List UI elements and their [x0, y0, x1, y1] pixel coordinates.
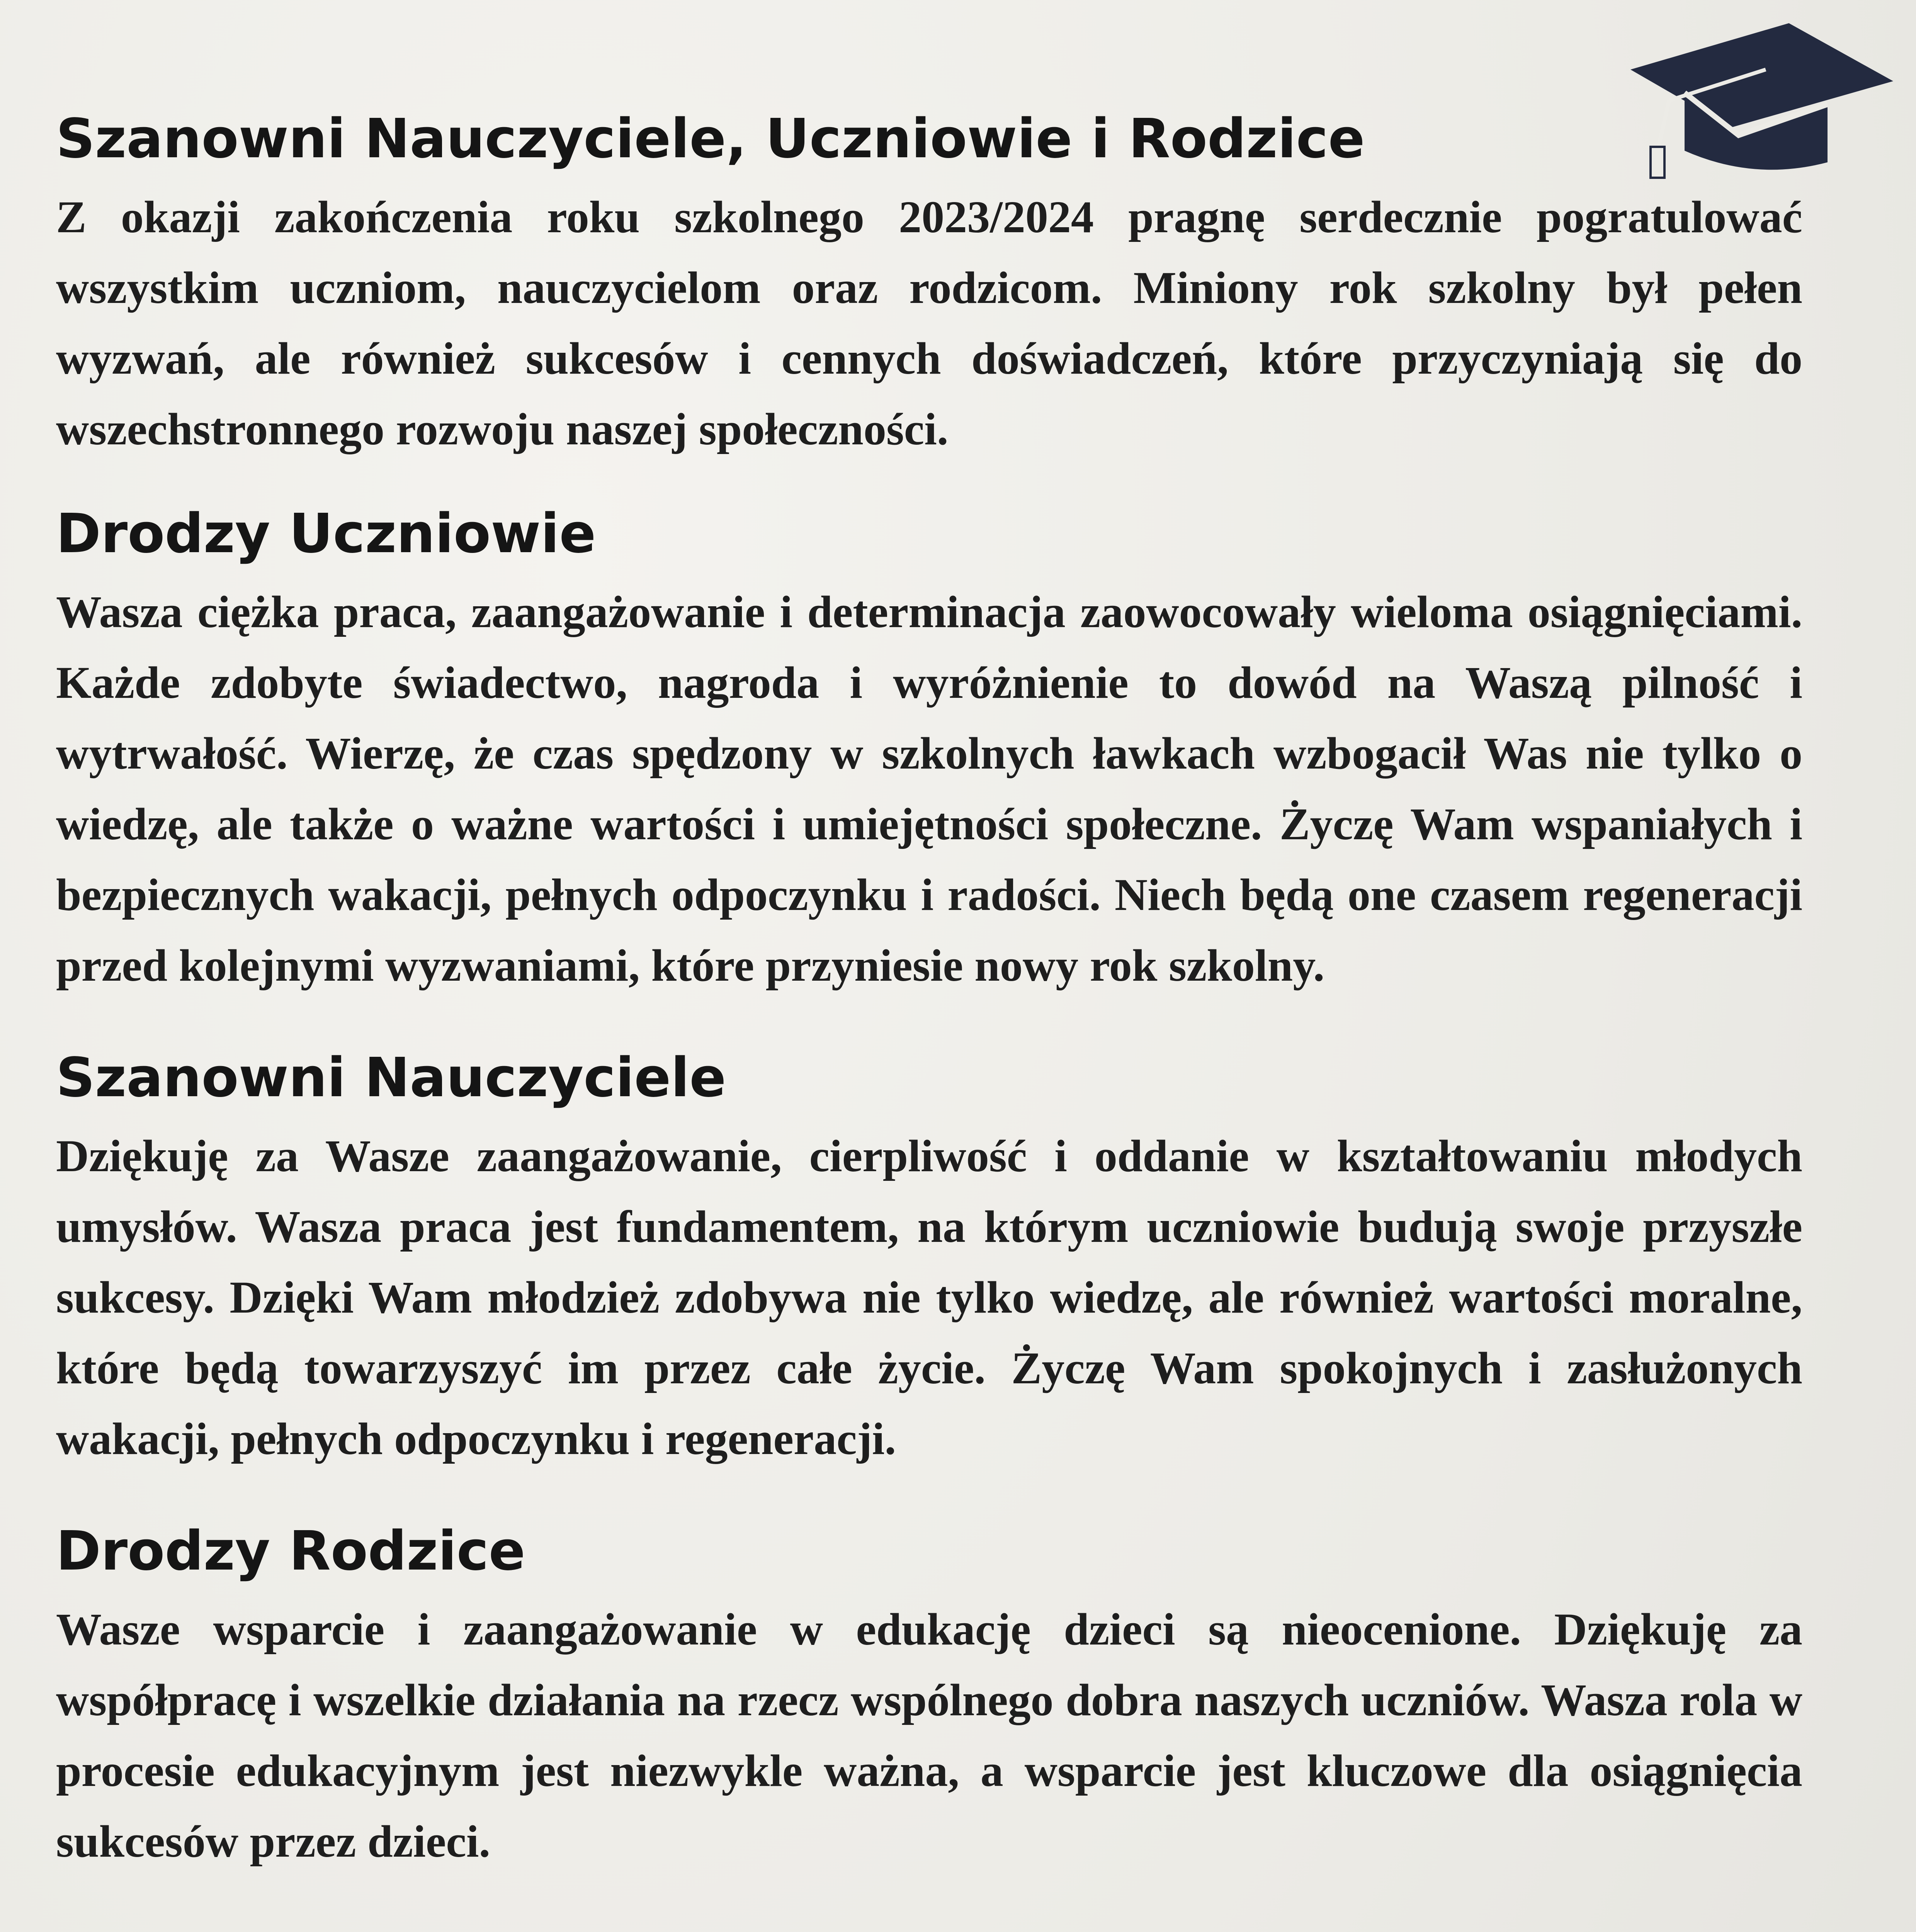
parents-heading: Drodzy Rodzice — [56, 1520, 525, 1583]
intro-paragraph: Z okazji zakończenia roku szkolnego 2023/2024 pragnę serdecznie pogratulować wszystkim uczniom, nauczycielom oraz rodzicom. Miniony rok szkolny był pełen wyzwań, ale również sukcesów i cennych doświadczeń, które przyczyniają się do wszechstronnego rozwoju naszej społeczności. — [56, 192, 1802, 454]
students-heading: Drodzy Uczniowie — [56, 502, 596, 565]
letter — [56, 104, 1802, 1932]
parents-paragraph: Wasze wsparcie i zaangażowanie w edukację dzieci są nieocenione. Dziękuję za współpracę i wszelkie działania na rzecz wspólnego dobra naszych uczniów. Wasza rola w procesie edukacyjnym jest niezwykle ważna, a wsparcie jest kluczowe dla osiągnięcia sukcesów przez dzieci. — [56, 1604, 1802, 1867]
students-paragraph: Wasza ciężka praca, zaangażowanie i determinacja zaowocowały wieloma osiągnięciami. Każde zdobyte świadectwo, nagroda i wyróżnienie to dowód na Waszą pilność i wytrwałość. Wierzę, że czas spędzony w szkolnych ławkach wzbogacił Was nie tylko o wiedzę, ale także o ważne wartości i umiejętności społeczne. Życzę Wam wspaniałych i bezpiecznych wakacji, pełnych odpoczynku i radości. Niech będą one czasem regeneracji przed kolejnymi wyzwaniami, które przyniesie nowy rok szkolny. — [56, 587, 1802, 991]
greeting-heading: Szanowni Nauczyciele, Uczniowie i Rodzice — [56, 107, 1365, 170]
teachers-heading: Szanowni Nauczyciele — [56, 1046, 726, 1109]
teachers-paragraph: Dziękuję za Wasze zaangażowanie, cierpliwość i oddanie w kształtowaniu młodych umysłów. Wasza praca jest fundamentem, na którym uczniowie budują swoje przyszłe sukcesy. Dzięki Wam młodzież zdobywa nie tylko wiedzę, ale również wartości moralne, które będą towarzyszyć im przez całe życie. Życzę Wam spokojnych i zasłużonych wakacji, pełnych odpoczynku i regeneracji. — [56, 1131, 1802, 1464]
